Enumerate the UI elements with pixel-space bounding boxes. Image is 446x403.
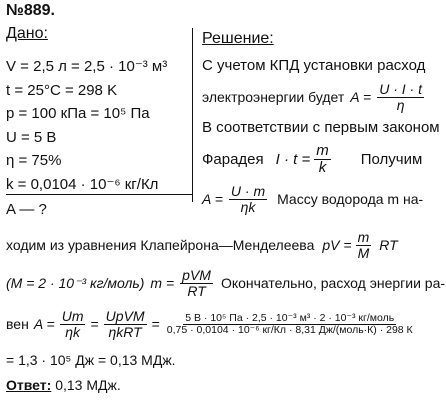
- given-divider-horizontal: [6, 194, 192, 195]
- given-divider-vertical: [192, 28, 193, 202]
- molar-mass: (M = 2 · 10⁻³ кг/моль): [6, 274, 145, 291]
- solution-line-7: [6, 268, 445, 298]
- fraction: [60, 309, 86, 339]
- fraction-denominator: ηkRT: [108, 323, 142, 340]
- fraction-denominator: 0,75 · 0,0104 · 10⁻⁶ кг/Кл · 8,31 Дж/(моль·К) · 298 К: [166, 323, 413, 336]
- solution-heading: Решение:: [202, 30, 274, 47]
- solution-line-6: [6, 230, 398, 260]
- fraction: [377, 82, 424, 112]
- given-line: U = 5 В: [6, 128, 57, 146]
- solution-text: С учетом КПД установки расход: [202, 57, 426, 74]
- fraction: [314, 143, 331, 176]
- equals-sign: =: [151, 316, 160, 333]
- fraction: [180, 268, 213, 298]
- fraction-numerator: UpVM: [105, 308, 145, 324]
- problem-number: №889.: [6, 2, 55, 19]
- given-heading: Дано:: [6, 25, 48, 42]
- fraction-numerator: U · I · t: [379, 81, 422, 97]
- solution-text: В соответствии с первым законом: [202, 119, 440, 136]
- fraction-numerator: m: [357, 229, 370, 245]
- fraction-numerator: pVM: [182, 267, 211, 283]
- given-line: p = 100 кПа = 10⁵ Па: [6, 105, 150, 122]
- answer-line: [6, 377, 121, 393]
- solution-text: Окончательно, расход энергии ра-: [220, 275, 446, 292]
- solution-text: Массу водорода m на-: [277, 191, 424, 208]
- given-line: η = 75%: [6, 152, 62, 169]
- given-line: V = 2,5 л = 2,5 · 10⁻³ м³: [6, 58, 168, 75]
- fraction: [229, 184, 267, 214]
- answer-label: Ответ:: [6, 377, 52, 393]
- formula-lhs: A =: [33, 316, 55, 333]
- fraction-denominator: ηk: [65, 323, 80, 340]
- formula-lhs: m =: [150, 275, 175, 292]
- fraction-numerator: Um: [61, 308, 84, 324]
- solution-line-5: [202, 184, 423, 214]
- fraction-denominator: RT: [187, 282, 206, 299]
- given-line: t = 25°C = 298 K: [6, 81, 118, 99]
- solution-text: Фарадея: [202, 150, 264, 168]
- solution-line-8: [6, 309, 415, 339]
- numeric-fraction: [165, 313, 415, 336]
- find-line: A — ?: [6, 201, 47, 218]
- formula-lhs: I · t =: [275, 150, 311, 168]
- equals-sign: =: [90, 316, 99, 333]
- formula-lhs: A =: [202, 191, 223, 208]
- result-line: = 1,3 · 10⁵ Дж = 0,13 МДж.: [6, 352, 176, 368]
- solution-text: Получим: [360, 150, 423, 168]
- fraction: [104, 309, 147, 339]
- fraction-denominator: ηk: [240, 198, 256, 215]
- fraction-numerator: m: [316, 142, 329, 159]
- fraction-denominator: η: [396, 96, 405, 113]
- solution-line-4: [202, 143, 422, 176]
- solution-text: электроэнергии будет: [202, 89, 345, 106]
- solution-line-2: [202, 82, 424, 112]
- fraction: [356, 230, 372, 260]
- fraction-denominator: M: [357, 244, 370, 261]
- formula-lhs: pV =: [322, 237, 352, 254]
- fraction-numerator: U · m: [230, 183, 266, 199]
- given-line: k = 0,0104 · 10⁻⁶ кг/Кл: [6, 175, 159, 193]
- solution-text: вен: [6, 316, 29, 333]
- fraction-denominator: k: [318, 158, 327, 176]
- answer-value: 0,13 МДж.: [55, 377, 121, 393]
- solution-text: ходим из уравнения Клапейрона—Менделеева: [6, 237, 315, 254]
- formula-rhs: RT: [379, 237, 398, 254]
- given-list: [6, 55, 167, 196]
- fraction-numerator: 5 В · 10⁵ Па · 2,5 · 10⁻³ м³ · 2 · 10⁻³ кг/моль: [185, 311, 395, 324]
- formula-lhs: A =: [350, 89, 372, 106]
